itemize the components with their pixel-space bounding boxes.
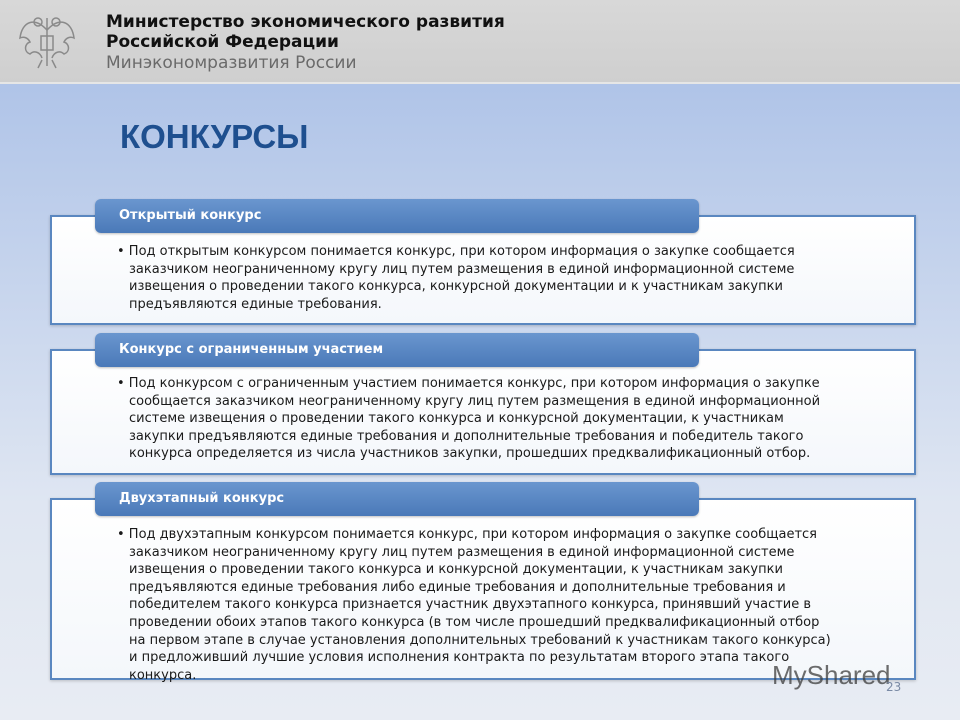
organization-short-name: Минэкономразвития России — [106, 53, 357, 73]
coat-of-arms-icon — [14, 8, 80, 74]
section-heading-two-stage-tender: Двухэтапный конкурс — [95, 482, 699, 516]
section-heading-limited-tender: Конкурс с ограниченным участием — [95, 333, 699, 367]
header — [0, 0, 960, 84]
slide-title: КОНКУРСЫ — [120, 118, 309, 155]
page-number: 23 — [886, 680, 902, 694]
section-heading-open-tender: Открытый конкурс — [95, 199, 699, 233]
watermark: MyShared — [772, 660, 891, 690]
organization-name — [106, 12, 505, 52]
section-text-limited-tender: • Под конкурсом с ограниченным участием понимается конкурс, при котором информация о закупке сообщается заказчиком неограниченному кругу лиц путем размещения в единой информационной системе извещения о проведении такого конкурса и конкурсной документации, к участникам закупки предъявляются единые требования и дополнительные требования и победитель такого конкурса определяется из числа участников закупки, прошедших предквалификационный отбор. — [117, 376, 821, 462]
section-text-open-tender: • Под открытым конкурсом понимается конкурс, при котором информация о закупке сообщается заказчиком неограниченному кругу лиц путем размещения в единой информационной системе извещения о проведении такого конкурса, конкурсной документации и к участникам закупки предъявляются единые требования. — [117, 244, 795, 312]
section-text-two-stage-tender: • Под двухэтапным конкурсом понимается конкурс, при котором информация о закупке сообщается заказчиком неограниченному кругу лиц путем размещения в единой информационной системе извещения о проведении такого конкурса и конкурсной документации, к участникам закупки предъявляются единые требования либо единые требования и дополнительные требования и победителем такого конкурса признается участник двухэтапного конкурса, принявший участие в проведении обоих этапов такого конкурса (в том числе прошедший предквалификационный отбор на первом этапе в случае установления дополнительных требований к участникам такого конкурса) и предложивший лучшие условия исполнения контракта по результатам второго этапа такого конкурса. — [117, 527, 831, 683]
org-line-1: Министерство экономического развития — [106, 12, 505, 32]
org-line-2: Российской Федерации — [106, 32, 339, 52]
